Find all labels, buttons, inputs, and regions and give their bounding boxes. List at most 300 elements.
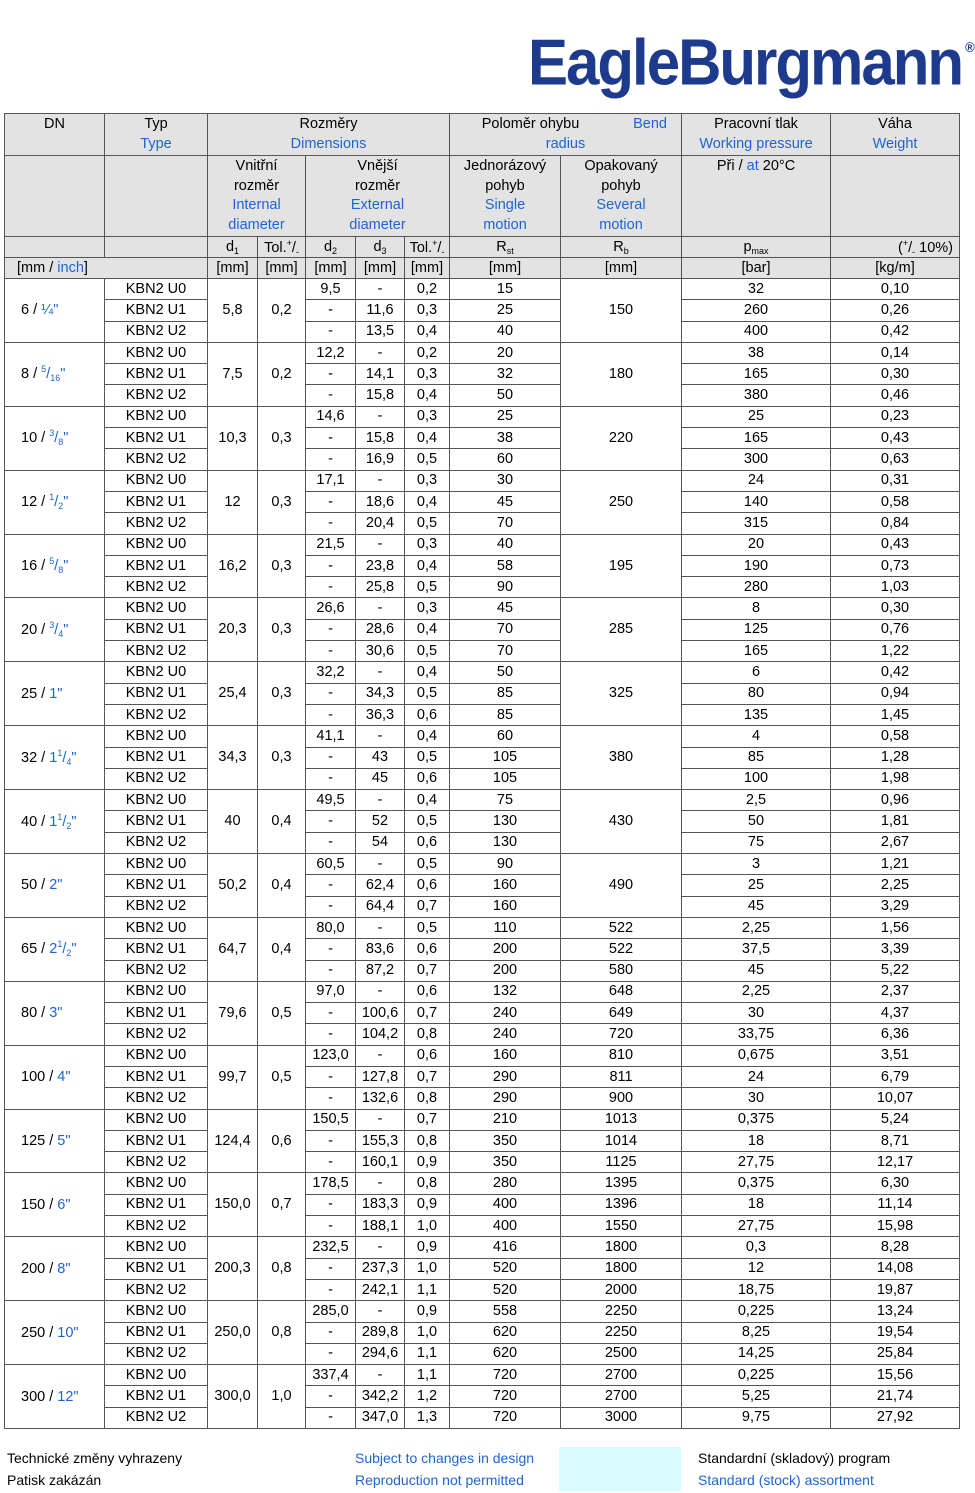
type-cell: KBN2 U2 — [105, 577, 208, 598]
d1-cell: 40 — [208, 790, 258, 854]
rst-cell: 240 — [450, 1003, 561, 1024]
table-row — [5, 875, 960, 896]
tol3-cell: 0,9 — [405, 1152, 450, 1173]
rst-cell: 25 — [450, 406, 561, 427]
d3-cell: 18,6 — [356, 491, 405, 512]
dn-cell: $40 / 1^1/_2$" — [5, 790, 105, 854]
unit-dn: [mm / inch] — [5, 258, 208, 279]
rst-cell: 290 — [450, 1088, 561, 1109]
weight-cell: 2,25 — [831, 875, 960, 896]
table-row — [5, 1301, 960, 1322]
table-row — [5, 811, 960, 832]
weight-cell: 0,42 — [831, 321, 960, 342]
pressure-cell: 2,5 — [682, 790, 831, 811]
weight-cell: 3,51 — [831, 1045, 960, 1066]
d3-cell: 16,9 — [356, 449, 405, 470]
tol3-cell: 0,5 — [405, 449, 450, 470]
weight-cell: 15,56 — [831, 1365, 960, 1386]
unit-tol1: [mm] — [258, 258, 306, 279]
weight-cell: 1,56 — [831, 917, 960, 938]
rst-cell: 15 — [450, 279, 561, 300]
tol1-cell: 0,3 — [258, 470, 306, 534]
type-cell: KBN2 U0 — [105, 662, 208, 683]
d3-cell: - — [356, 534, 405, 555]
table-row — [5, 1322, 960, 1343]
rb-cell: 220 — [561, 406, 682, 470]
pressure-cell: 25 — [682, 406, 831, 427]
rb-cell: 648 — [561, 981, 682, 1002]
d2-cell: 80,0 — [306, 917, 356, 938]
weight-cell: 3,29 — [831, 896, 960, 917]
rb-cell: 2700 — [561, 1386, 682, 1407]
rst-cell: 160 — [450, 1045, 561, 1066]
rb-cell: 1013 — [561, 1109, 682, 1130]
rb-cell: 430 — [561, 790, 682, 854]
d2-cell: - — [306, 619, 356, 640]
weight-cell: 6,30 — [831, 1173, 960, 1194]
pressure-cell: 260 — [682, 300, 831, 321]
weight-cell: 2,67 — [831, 832, 960, 853]
d2-cell: - — [306, 364, 356, 385]
d3-cell: 14,1 — [356, 364, 405, 385]
rb-cell: 1125 — [561, 1152, 682, 1173]
pressure-cell: 20 — [682, 534, 831, 555]
tol3-cell: 1,1 — [405, 1279, 450, 1300]
pressure-cell: 27,75 — [682, 1216, 831, 1237]
d3-cell: - — [356, 790, 405, 811]
d2-cell: 9,5 — [306, 279, 356, 300]
rst-cell: 50 — [450, 385, 561, 406]
d1-cell: 25,4 — [208, 662, 258, 726]
pressure-cell: 24 — [682, 470, 831, 491]
d3-cell: 347,0 — [356, 1407, 405, 1428]
rb-cell: 325 — [561, 662, 682, 726]
table-row — [5, 768, 960, 789]
rb-cell: 1800 — [561, 1258, 682, 1279]
rb-cell: 285 — [561, 598, 682, 662]
tol3-cell: 0,9 — [405, 1237, 450, 1258]
d2-cell: - — [306, 896, 356, 917]
dn-cell: 50 / 2" — [5, 854, 105, 918]
type-cell: KBN2 U2 — [105, 1279, 208, 1300]
weight-cell: 2,37 — [831, 981, 960, 1002]
d2-cell: 150,5 — [306, 1109, 356, 1130]
footer-reproduction-en: Reproduction not permitted — [355, 1471, 524, 1488]
type-cell: KBN2 U1 — [105, 1130, 208, 1151]
weight-cell: 1,03 — [831, 577, 960, 598]
d2-cell: - — [306, 832, 356, 853]
tol1-cell: 0,2 — [258, 342, 306, 406]
table-row — [5, 641, 960, 662]
pressure-cell: 135 — [682, 704, 831, 725]
weight-cell: 5,22 — [831, 960, 960, 981]
type-cell: KBN2 U0 — [105, 917, 208, 938]
type-cell: KBN2 U2 — [105, 704, 208, 725]
tol1-cell: 0,7 — [258, 1173, 306, 1237]
tol3-cell: 0,4 — [405, 321, 450, 342]
rb-cell: 811 — [561, 1066, 682, 1087]
table-row — [5, 321, 960, 342]
pressure-cell: 50 — [682, 811, 831, 832]
tol3-cell: 1,0 — [405, 1216, 450, 1237]
weight-cell: 19,87 — [831, 1279, 960, 1300]
rst-cell: 30 — [450, 470, 561, 491]
d1-cell: 250,0 — [208, 1301, 258, 1365]
pressure-cell: 12 — [682, 1258, 831, 1279]
type-cell: KBN2 U1 — [105, 1386, 208, 1407]
d2-cell: - — [306, 704, 356, 725]
table-row — [5, 683, 960, 704]
rb-cell: 810 — [561, 1045, 682, 1066]
type-cell: KBN2 U1 — [105, 428, 208, 449]
rst-cell: 520 — [450, 1279, 561, 1300]
rst-cell: 58 — [450, 555, 561, 576]
weight-cell: 6,79 — [831, 1066, 960, 1087]
d2-cell: - — [306, 300, 356, 321]
d2-cell: - — [306, 1152, 356, 1173]
tol3-cell: 0,9 — [405, 1301, 450, 1322]
pressure-cell: 45 — [682, 960, 831, 981]
d1-cell: 200,3 — [208, 1237, 258, 1301]
pressure-cell: 37,5 — [682, 939, 831, 960]
unit-d3: [mm] — [356, 258, 405, 279]
d3-cell: - — [356, 662, 405, 683]
weight-cell: 0,10 — [831, 279, 960, 300]
d2-cell: 26,6 — [306, 598, 356, 619]
rst-cell: 110 — [450, 917, 561, 938]
type-cell: KBN2 U0 — [105, 342, 208, 363]
table-row — [5, 1386, 960, 1407]
rb-cell: 2250 — [561, 1301, 682, 1322]
d2-cell: 178,5 — [306, 1173, 356, 1194]
dn-cell: 200 / 8" — [5, 1237, 105, 1301]
type-cell: KBN2 U1 — [105, 300, 208, 321]
type-cell: KBN2 U0 — [105, 726, 208, 747]
tol3-cell: 0,7 — [405, 896, 450, 917]
rst-cell: 720 — [450, 1386, 561, 1407]
footer-reproduction-cz: Patisk zakázán — [7, 1471, 102, 1488]
table-row — [5, 662, 960, 683]
tol3-cell: 0,6 — [405, 832, 450, 853]
pressure-cell: 300 — [682, 449, 831, 470]
header-working-pressure: Pracovní tlak Working pressure — [682, 114, 831, 156]
d3-cell: 104,2 — [356, 1024, 405, 1045]
table-row — [5, 513, 960, 534]
dn-cell: $16 / ^5/_8$" — [5, 534, 105, 598]
d3-cell: 289,8 — [356, 1322, 405, 1343]
type-cell: KBN2 U2 — [105, 513, 208, 534]
tol3-cell: 0,4 — [405, 428, 450, 449]
pressure-cell: 6 — [682, 662, 831, 683]
rb-cell: 1014 — [561, 1130, 682, 1151]
dn-cell: 150 / 6" — [5, 1173, 105, 1237]
rst-cell: 70 — [450, 619, 561, 640]
d2-cell: - — [306, 1003, 356, 1024]
type-cell: KBN2 U0 — [105, 981, 208, 1002]
weight-cell: 8,28 — [831, 1237, 960, 1258]
rb-cell: 1395 — [561, 1173, 682, 1194]
d1-cell: 124,4 — [208, 1109, 258, 1173]
header-bend-radius: Poloměr ohybu Bend radius — [450, 114, 682, 156]
weight-cell: 0,94 — [831, 683, 960, 704]
weight-cell: 1,98 — [831, 768, 960, 789]
d2-cell: - — [306, 491, 356, 512]
tol3-cell: 0,3 — [405, 598, 450, 619]
tol1-cell: 0,4 — [258, 790, 306, 854]
weight-cell: 0,58 — [831, 726, 960, 747]
table-row — [5, 1194, 960, 1215]
rst-cell: 350 — [450, 1152, 561, 1173]
type-cell: KBN2 U0 — [105, 470, 208, 491]
tol3-cell: 0,5 — [405, 683, 450, 704]
tol3-cell: 0,8 — [405, 1024, 450, 1045]
d2-cell: 49,5 — [306, 790, 356, 811]
symbol-tol3: $Tol.^+/_-$ — [405, 237, 450, 258]
tol3-cell: 0,5 — [405, 747, 450, 768]
weight-cell: 10,07 — [831, 1088, 960, 1109]
d3-cell: - — [356, 1045, 405, 1066]
d1-cell: 79,6 — [208, 981, 258, 1045]
pressure-cell: 18 — [682, 1194, 831, 1215]
d1-cell: 7,5 — [208, 342, 258, 406]
table-row — [5, 1088, 960, 1109]
d3-cell: 100,6 — [356, 1003, 405, 1024]
d3-cell: - — [356, 279, 405, 300]
d3-cell: 11,6 — [356, 300, 405, 321]
weight-cell: 1,21 — [831, 854, 960, 875]
weight-cell: 0,76 — [831, 619, 960, 640]
dn-cell: $20 / ^3/_4$" — [5, 598, 105, 662]
d2-cell: 60,5 — [306, 854, 356, 875]
d3-cell: - — [356, 917, 405, 938]
d3-cell: - — [356, 1237, 405, 1258]
d2-cell: - — [306, 1216, 356, 1237]
d3-cell: 54 — [356, 832, 405, 853]
tol3-cell: 0,3 — [405, 406, 450, 427]
type-cell: KBN2 U2 — [105, 832, 208, 853]
d1-cell: 16,2 — [208, 534, 258, 598]
table-row — [5, 1365, 960, 1386]
table-row — [5, 981, 960, 1002]
rb-cell: 1550 — [561, 1216, 682, 1237]
pressure-cell: 4 — [682, 726, 831, 747]
d2-cell: 285,0 — [306, 1301, 356, 1322]
table-row — [5, 555, 960, 576]
rst-cell: 200 — [450, 939, 561, 960]
type-cell: KBN2 U2 — [105, 1343, 208, 1364]
type-cell: KBN2 U1 — [105, 1194, 208, 1215]
weight-cell: 15,98 — [831, 1216, 960, 1237]
pressure-cell: 0,225 — [682, 1365, 831, 1386]
d2-cell: - — [306, 385, 356, 406]
eagleburgmann-logo: EagleBurgmann ® — [528, 26, 975, 99]
d3-cell: 64,4 — [356, 896, 405, 917]
table-row — [5, 1343, 960, 1364]
table-row — [5, 1066, 960, 1087]
header-single-motion: Jednorázový pohyb Single motion — [450, 156, 561, 237]
rst-cell: 45 — [450, 491, 561, 512]
pressure-cell: 280 — [682, 577, 831, 598]
pressure-cell: 0,375 — [682, 1173, 831, 1194]
d2-cell: - — [306, 683, 356, 704]
header-weight: Váha Weight — [831, 114, 960, 156]
d2-cell: - — [306, 555, 356, 576]
header-at-temperature: Při / at 20°C — [682, 156, 831, 237]
d3-cell: 13,5 — [356, 321, 405, 342]
dn-cell: $32 / 1^1/_4$" — [5, 726, 105, 790]
weight-cell: 0,43 — [831, 534, 960, 555]
rst-cell: 558 — [450, 1301, 561, 1322]
tol3-cell: 0,4 — [405, 491, 450, 512]
dn-cell: 100 / 4" — [5, 1045, 105, 1109]
d3-cell: 127,8 — [356, 1066, 405, 1087]
table-row — [5, 1237, 960, 1258]
type-cell: KBN2 U1 — [105, 747, 208, 768]
d3-cell: 237,3 — [356, 1258, 405, 1279]
rst-cell: 50 — [450, 662, 561, 683]
rst-cell: 130 — [450, 811, 561, 832]
d2-cell: - — [306, 1194, 356, 1215]
d2-cell: - — [306, 768, 356, 789]
tol1-cell: 0,5 — [258, 981, 306, 1045]
tol1-cell: 0,4 — [258, 854, 306, 918]
d2-cell: - — [306, 1258, 356, 1279]
rst-cell: 520 — [450, 1258, 561, 1279]
header-dimensions: Rozměry Dimensions — [208, 114, 450, 156]
tol3-cell: 0,3 — [405, 470, 450, 491]
rst-cell: 25 — [450, 300, 561, 321]
d2-cell: - — [306, 1279, 356, 1300]
unit-weight: [kg/m] — [831, 258, 960, 279]
tol3-cell: 0,5 — [405, 917, 450, 938]
tol3-cell: 0,7 — [405, 1109, 450, 1130]
tol3-cell: 1,2 — [405, 1386, 450, 1407]
type-cell: KBN2 U0 — [105, 1173, 208, 1194]
pressure-cell: 2,25 — [682, 981, 831, 1002]
rst-cell: 290 — [450, 1066, 561, 1087]
rb-cell: 649 — [561, 1003, 682, 1024]
d3-cell: - — [356, 981, 405, 1002]
tol3-cell: 0,8 — [405, 1173, 450, 1194]
rst-cell: 90 — [450, 577, 561, 598]
table-row — [5, 1216, 960, 1237]
dn-cell: 300 / 12" — [5, 1365, 105, 1429]
d3-cell: - — [356, 1173, 405, 1194]
tol1-cell: 0,8 — [258, 1301, 306, 1365]
d3-cell: 160,1 — [356, 1152, 405, 1173]
pressure-cell: 165 — [682, 641, 831, 662]
d2-cell: 17,1 — [306, 470, 356, 491]
d2-cell: 32,2 — [306, 662, 356, 683]
weight-cell: 0,46 — [831, 385, 960, 406]
rst-cell: 40 — [450, 534, 561, 555]
weight-cell: 25,84 — [831, 1343, 960, 1364]
weight-cell: 8,71 — [831, 1130, 960, 1151]
header-external-diameter: Vnější rozměr External diameter — [306, 156, 450, 237]
rst-cell: 200 — [450, 960, 561, 981]
pressure-cell: 24 — [682, 1066, 831, 1087]
unit-d1: [mm] — [208, 258, 258, 279]
unit-tol3: [mm] — [405, 258, 450, 279]
rst-cell: 280 — [450, 1173, 561, 1194]
rst-cell: 70 — [450, 641, 561, 662]
d1-cell: 34,3 — [208, 726, 258, 790]
tol3-cell: 0,7 — [405, 960, 450, 981]
pressure-cell: 30 — [682, 1088, 831, 1109]
symbol-pmax: $p_{max}$ — [682, 237, 831, 258]
footer-stock-cz: Standardní (skladový) program — [698, 1450, 891, 1466]
type-cell: KBN2 U2 — [105, 385, 208, 406]
type-cell: KBN2 U2 — [105, 1152, 208, 1173]
symbol-d1: $d_1$ — [208, 237, 258, 258]
table-row — [5, 598, 960, 619]
symbol-tol1: $Tol.^+/_-$ — [258, 237, 306, 258]
table-row — [5, 832, 960, 853]
weight-cell: 1,81 — [831, 811, 960, 832]
d1-cell: 50,2 — [208, 854, 258, 918]
table-row — [5, 1173, 960, 1194]
d3-cell: 28,6 — [356, 619, 405, 640]
d2-cell: - — [306, 1024, 356, 1045]
rb-cell: 380 — [561, 726, 682, 790]
rst-cell: 32 — [450, 364, 561, 385]
d2-cell: - — [306, 875, 356, 896]
rb-cell: 522 — [561, 917, 682, 938]
table-row — [5, 1045, 960, 1066]
symbol-weight-tolerance: ($^+/_-$ 10%) — [831, 237, 960, 258]
tol1-cell: 0,3 — [258, 406, 306, 470]
d2-cell: - — [306, 513, 356, 534]
rst-cell: 85 — [450, 683, 561, 704]
pressure-cell: 75 — [682, 832, 831, 853]
weight-cell: 12,17 — [831, 1152, 960, 1173]
tol3-cell: 0,5 — [405, 811, 450, 832]
pressure-cell: 400 — [682, 321, 831, 342]
d2-cell: 97,0 — [306, 981, 356, 1002]
d2-cell: 14,6 — [306, 406, 356, 427]
type-cell: KBN2 U1 — [105, 1258, 208, 1279]
d1-cell: 64,7 — [208, 917, 258, 981]
pressure-cell: 3 — [682, 854, 831, 875]
type-cell: KBN2 U0 — [105, 1365, 208, 1386]
table-row — [5, 385, 960, 406]
d2-cell: - — [306, 1130, 356, 1151]
type-cell: KBN2 U0 — [105, 1109, 208, 1130]
pressure-cell: 8,25 — [682, 1322, 831, 1343]
table-row — [5, 726, 960, 747]
dn-cell: 80 / 3" — [5, 981, 105, 1045]
d2-cell: 41,1 — [306, 726, 356, 747]
footer-changes-cz: Technické změny vyhrazeny — [7, 1450, 183, 1466]
footer — [0, 1448, 960, 1493]
type-cell: KBN2 U0 — [105, 1045, 208, 1066]
table-row — [5, 1279, 960, 1300]
table-row — [5, 960, 960, 981]
table-row — [5, 790, 960, 811]
type-cell: KBN2 U0 — [105, 790, 208, 811]
table-row — [5, 577, 960, 598]
weight-cell: 0,26 — [831, 300, 960, 321]
dn-cell: $65 / 2^1/_2$" — [5, 917, 105, 981]
tol1-cell: 0,6 — [258, 1109, 306, 1173]
pressure-cell: 32 — [682, 279, 831, 300]
rb-cell: 2000 — [561, 1279, 682, 1300]
table-row — [5, 619, 960, 640]
tol3-cell: 1,1 — [405, 1343, 450, 1364]
pressure-cell: 9,75 — [682, 1407, 831, 1428]
type-cell: KBN2 U0 — [105, 1301, 208, 1322]
tol3-cell: 0,8 — [405, 1130, 450, 1151]
